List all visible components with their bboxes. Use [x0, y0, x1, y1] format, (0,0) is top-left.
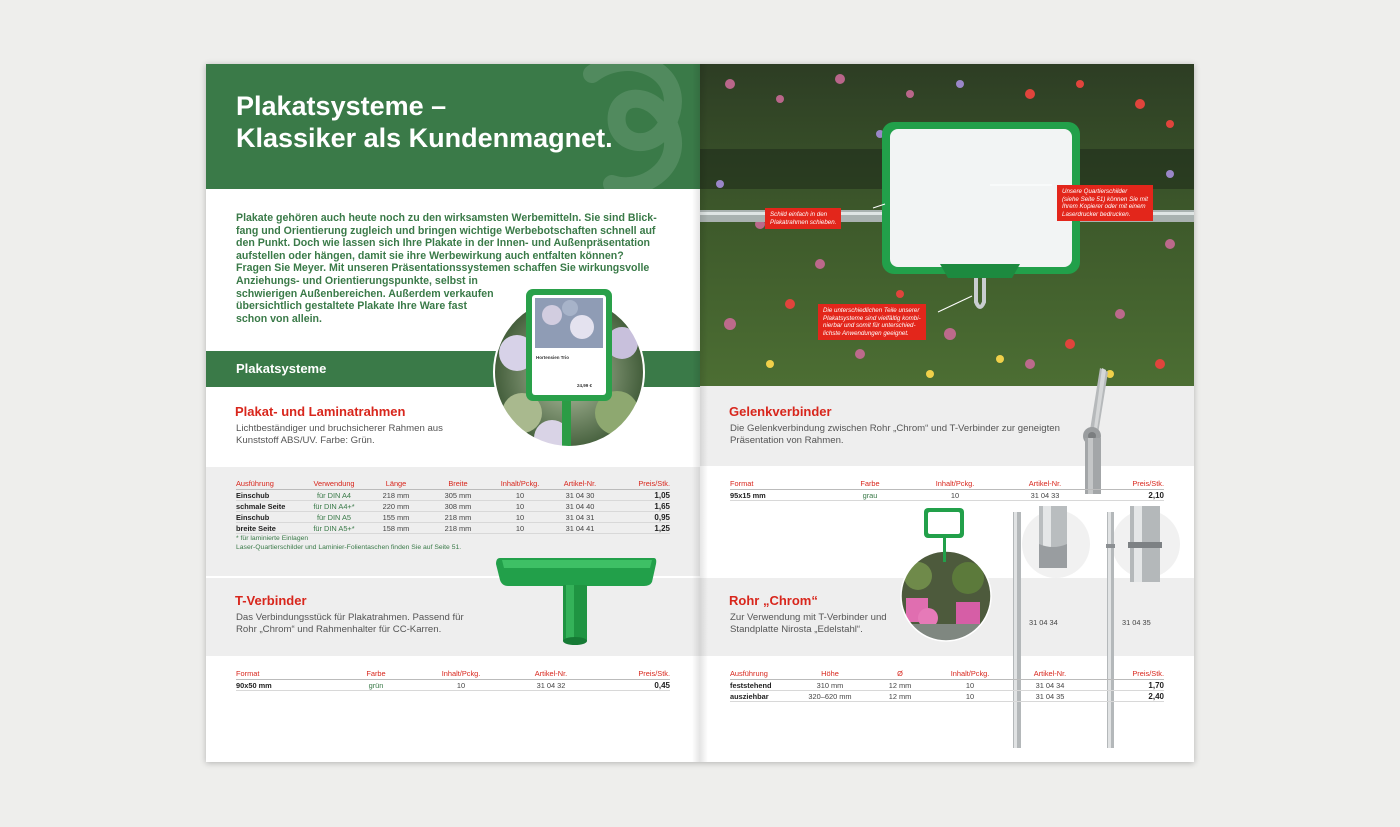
- col-header: Artikel-Nr.: [506, 669, 596, 680]
- pipe-description: [730, 612, 900, 635]
- table-cell: 31 04 34: [1010, 680, 1090, 691]
- table-cell: breite Seite: [236, 523, 302, 534]
- table-cell: 10: [490, 501, 550, 512]
- tconn-spec-table: [236, 669, 670, 691]
- table-cell: 10: [416, 680, 506, 691]
- callout-combinable: [818, 304, 926, 340]
- intro-line: aufstellen oder hängen, damit sie ihre Werbewirkung auch entfalten können?: [236, 249, 624, 262]
- table-cell: Einschub: [236, 512, 302, 523]
- page-title: [236, 90, 613, 154]
- table-cell: 1,05: [610, 490, 670, 501]
- table-cell: für DIN A4+*: [302, 501, 366, 512]
- t-connector-image: [494, 552, 659, 648]
- table-cell: feststehend: [730, 680, 790, 691]
- callout-line: lichste Anwendungen geeignet.: [823, 329, 909, 337]
- frames-description: [236, 423, 476, 446]
- table-cell: 155 mm: [366, 512, 426, 523]
- joint-heading: Gelenkverbinder: [729, 404, 832, 419]
- table-cell: 308 mm: [426, 501, 490, 512]
- col-header: Breite: [426, 479, 490, 490]
- table-cell: 0,45: [596, 680, 670, 691]
- table-cell: grün: [336, 680, 416, 691]
- sign-title: Hortensien Trio: [536, 355, 570, 360]
- table-cell: 12 mm: [870, 691, 930, 702]
- col-header: Länge: [366, 479, 426, 490]
- title-line-2: Klassiker als Kundenmagnet.: [236, 123, 613, 153]
- callout-line: Plakatsysteme sind vielfältig kombi-: [823, 314, 921, 322]
- table-cell: 1,70: [1090, 680, 1164, 691]
- table-cell: 10: [930, 691, 1010, 702]
- table-cell: 0,95: [610, 512, 670, 523]
- table-cell: 12 mm: [870, 680, 930, 691]
- footnote: * für laminierte Einlagen: [236, 535, 309, 542]
- col-header: Preis/Stk.: [1090, 669, 1164, 680]
- table-cell: für DIN A5+*: [302, 523, 366, 534]
- callout-line: Unsere Quartierschilder: [1062, 188, 1128, 195]
- callout-insert-sign: [765, 208, 841, 229]
- pipe-spec-table: [730, 669, 1164, 702]
- table-row: [236, 490, 670, 501]
- table-cell: 10: [490, 512, 550, 523]
- col-header: Ø: [870, 669, 930, 680]
- table-row: [730, 490, 1164, 501]
- table-cell: 218 mm: [426, 512, 490, 523]
- intro-line: Anziehungs- und Orientierungspunkte, selbst in: [236, 274, 478, 287]
- table-cell: 31 04 35: [1010, 691, 1090, 702]
- callout-line: Die unterschiedlichen Teile unserer: [823, 307, 920, 314]
- desc-line: Die Gelenkverbindung zwischen Rohr „Chrom“ und T-Verbinder zur geneigten: [730, 423, 1060, 434]
- col-header: Ausführung: [730, 669, 790, 680]
- table-cell: 90x50 mm: [236, 680, 336, 691]
- col-header: Inhalt/Pckg.: [490, 479, 550, 490]
- frames-footnotes: [236, 534, 461, 552]
- col-header: Inhalt/Pckg.: [930, 669, 1010, 680]
- tconn-description: [236, 612, 486, 635]
- desc-line: Lichtbeständiger und bruchsicherer Rahmen aus: [236, 423, 443, 434]
- table-row: [730, 680, 1164, 691]
- table-row: [236, 512, 670, 523]
- col-header: Farbe: [336, 669, 416, 680]
- desc-line: Kunststoff ABS/UV. Farbe: Grün.: [236, 434, 375, 446]
- pipe-telescopic-image: [1098, 504, 1190, 750]
- callout-quarter-signs: [1057, 185, 1153, 221]
- col-header: Artikel-Nr.: [1010, 669, 1090, 680]
- table-row: [730, 691, 1164, 702]
- intro-line: übersichtlich gestaltete Plakate Ihre Ware fast: [236, 300, 467, 313]
- table-cell: 2,10: [1090, 490, 1164, 501]
- desc-line: Standplatte Nirosta „Edelstahl“.: [730, 623, 863, 635]
- table-cell: für DIN A4: [302, 490, 366, 501]
- callout-line: Schild einfach in den: [770, 211, 828, 218]
- table-cell: 158 mm: [366, 523, 426, 534]
- pipe-fixed-label: 31 04 34: [1029, 618, 1058, 627]
- table-cell: 10: [490, 490, 550, 501]
- intro-line: Plakate gehören auch heute noch zu den wirksamsten Werbemitteln. Sie sind Blick-: [236, 212, 657, 224]
- pipe-heading: Rohr „Chrom“: [729, 593, 818, 608]
- table-cell: 10: [910, 490, 1000, 501]
- pipe-usage-photo: [898, 506, 994, 644]
- col-header: Ausführung: [236, 479, 302, 490]
- sign-price: 24,99 €: [576, 383, 592, 388]
- col-header: Inhalt/Pckg.: [910, 479, 1000, 490]
- intro-line: den Punkt. Doch wie lassen sich Ihre Plakate in der Innen- und Außenpräsentation: [236, 237, 651, 250]
- intro-line: schwierigen Außenbereichen. Außerdem verkaufen: [236, 287, 494, 300]
- joint-connector-image: [1072, 364, 1112, 496]
- table-cell: 310 mm: [790, 680, 870, 691]
- table-cell: 218 mm: [366, 490, 426, 501]
- table-cell: 10: [930, 680, 1010, 691]
- callout-line: Ihrem Kopierer oder mit einem: [1062, 203, 1146, 211]
- table-cell: 320–620 mm: [790, 691, 870, 702]
- col-header: Preis/Stk.: [610, 479, 670, 490]
- table-cell: für DIN A5: [302, 512, 366, 523]
- table-cell: 95x15 mm: [730, 490, 830, 501]
- callout-line: nierbar und somit für unterschied-: [823, 322, 916, 330]
- header-banner: [206, 64, 700, 189]
- table-row: [236, 501, 670, 512]
- col-header: Preis/Stk.: [596, 669, 670, 680]
- col-header: Inhalt/Pckg.: [416, 669, 506, 680]
- col-header: Farbe: [830, 479, 910, 490]
- left-page: [206, 64, 700, 762]
- desc-line: Zur Verwendung mit T-Verbinder und: [730, 612, 887, 623]
- col-header: Preis/Stk.: [1090, 479, 1164, 490]
- tconn-heading: T-Verbinder: [235, 593, 307, 608]
- desc-line: Präsentation von Rahmen.: [730, 434, 844, 446]
- table-cell: 31 04 33: [1000, 490, 1090, 501]
- table-cell: 1,25: [610, 523, 670, 534]
- table-cell: 31 04 32: [506, 680, 596, 691]
- col-header: Verwendung: [302, 479, 366, 490]
- callout-line: Plakatrahmen schieben.: [770, 218, 837, 226]
- pipe-fixed-image: [1006, 504, 1094, 750]
- intro-line: Fragen Sie Meyer. Mit unseren Präsentationssystemen schaffen Sie wirkungsvolle: [236, 262, 650, 275]
- table-cell: 31 04 41: [550, 523, 610, 534]
- table-cell: 1,65: [610, 501, 670, 512]
- table-cell: grau: [830, 490, 910, 501]
- footnote: Laser-Quartierschilder und Laminier-Folientaschen finden Sie auf Seite 51.: [236, 544, 462, 551]
- desc-line: Rohr „Chrom“ und Rahmenhalter für CC-Karren.: [236, 623, 442, 635]
- desc-line: Das Verbindungsstück für Plakatrahmen. Passend für: [236, 612, 464, 623]
- col-header: Artikel-Nr.: [1000, 479, 1090, 490]
- right-page: [700, 64, 1194, 762]
- table-cell: 220 mm: [366, 501, 426, 512]
- table-cell: 2,40: [1090, 691, 1164, 702]
- col-header: Höhe: [790, 669, 870, 680]
- table-cell: 31 04 31: [550, 512, 610, 523]
- joint-spec-table: [730, 479, 1164, 501]
- callout-line: Laserdrucker bedrucken.: [1062, 210, 1131, 218]
- frames-spec-table: [236, 479, 670, 534]
- frames-heading: Plakat- und Laminatrahmen: [235, 404, 406, 419]
- sign-frame-photo: [492, 283, 646, 449]
- col-header: Format: [730, 479, 830, 490]
- table-row: [236, 523, 670, 534]
- table-cell: Einschub: [236, 490, 302, 501]
- table-cell: schmale Seite: [236, 501, 302, 512]
- table-cell: 305 mm: [426, 490, 490, 501]
- table-cell: 10: [490, 523, 550, 534]
- table-cell: ausziehbar: [730, 691, 790, 702]
- table-cell: 31 04 40: [550, 501, 610, 512]
- section-bar-label: Plakatsysteme: [236, 361, 327, 376]
- col-header: Format: [236, 669, 336, 680]
- callout-line: (siehe Seite 51) können Sie mit: [1062, 195, 1148, 203]
- intro-line: fang und Orientierung zugleich und bringen wichtige Werbebotschaften schnell auf: [236, 224, 656, 237]
- col-header: Artikel-Nr.: [550, 479, 610, 490]
- table-cell: 218 mm: [426, 523, 490, 534]
- title-line-1: Plakatsysteme –: [236, 91, 447, 121]
- pipe-telescopic-label: 31 04 35: [1122, 618, 1151, 627]
- joint-description: [730, 423, 1070, 446]
- brochure-spread: [206, 64, 1194, 762]
- table-row: [236, 680, 670, 691]
- table-cell: 31 04 30: [550, 490, 610, 501]
- intro-line: schon von allein.: [236, 312, 322, 325]
